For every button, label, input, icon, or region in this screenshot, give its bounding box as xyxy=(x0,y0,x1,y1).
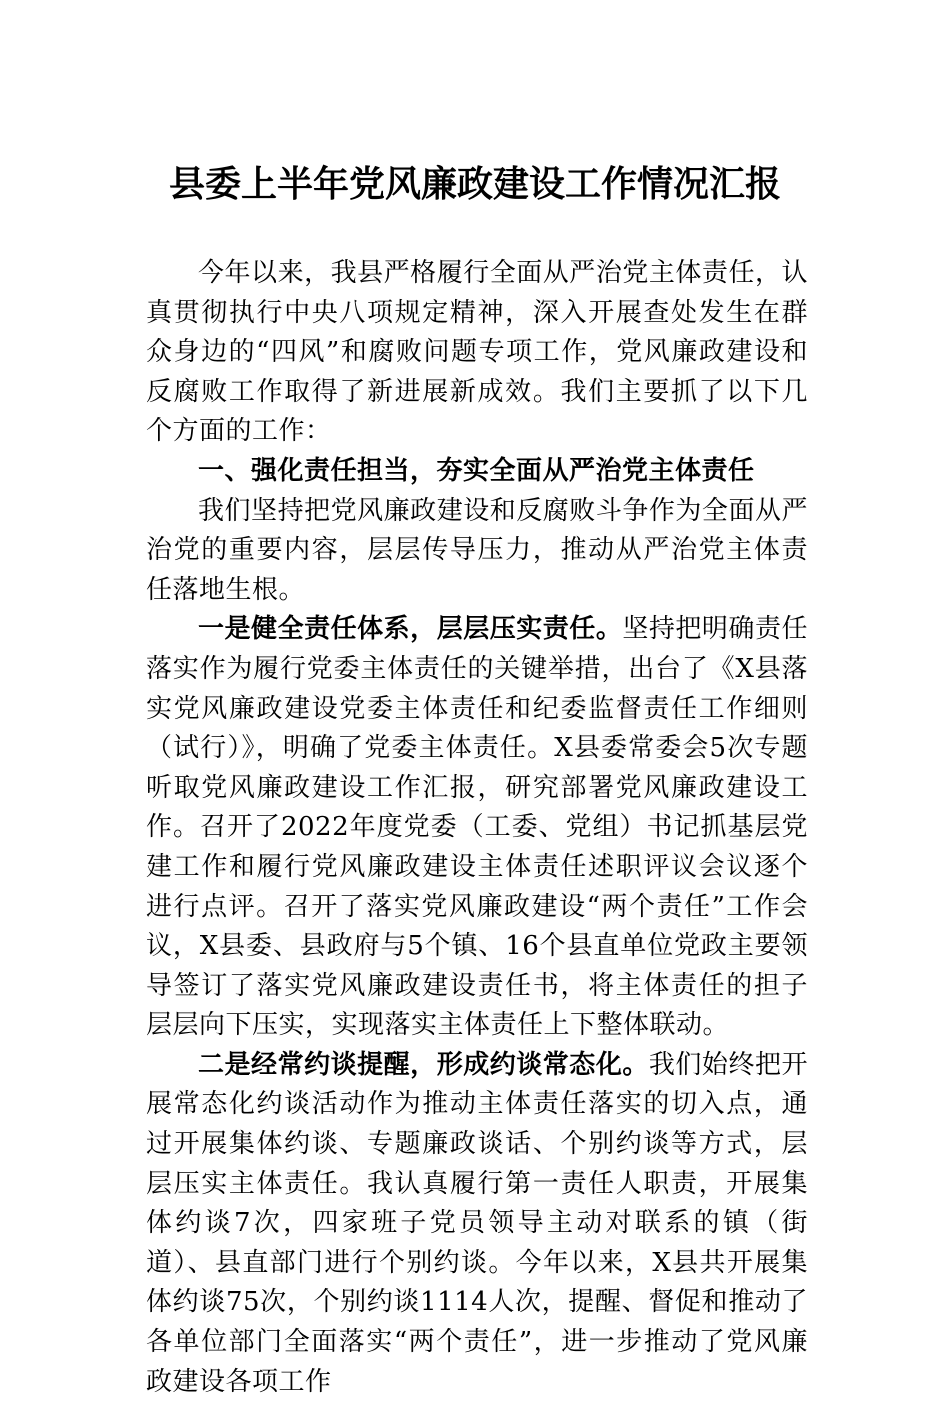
document-body xyxy=(146,254,808,1402)
section-1-intro-paragraph: 我们坚持把党风廉政建设和反腐败斗争作为全面从严治党的重要内容，层层传导压力，推动从严治党主体责任落地生根。 xyxy=(146,495,808,605)
item-2-paragraph xyxy=(146,1046,808,1402)
intro-paragraph: 今年以来，我县严格履行全面从严治党主体责任，认真贯彻执行中央八项规定精神，深入开展查处发生在群众身边的“四风”和腐败问题专项工作，党风廉政建设和反腐败工作取得了新进展新成效。我们主要抓了以下几个方面的工作： xyxy=(146,258,808,447)
item-2-text: 我们始终把开展常态化约谈活动作为推动主体责任落实的切入点，通过开展集体约谈、专题廉政谈话、个别约谈等方式，层层压实主体责任。我认真履行第一责任人职责，开展集体约谈7次，四家班子党员领导主动对联系的镇（街道）、县直部门进行个别约谈。今年以来，X县共开展集体约谈75次，个别约谈1114人次，提醒、督促和推动了各单位部门全面落实“两个责任”，进一步推动了党风廉政建设各项工作 xyxy=(146,1049,808,1397)
item-2-lead: 二是经常约谈提醒，形成约谈常态化。 xyxy=(198,1049,649,1080)
item-1-text: 坚持把明确责任落实作为履行党委主体责任的关键举措，出台了《X县落实党风廉政建设党委主体责任和纪委监督责任工作细则（试行）》，明确了党委主体责任。X县委常委会5次专题听取党风廉政建设工作汇报，研究部署党风廉政建设工作。召开了2022年度党委（工委、党组）书记抓基层党建工作和履行党风廉政建设主体责任述职评议会议逐个进行点评。召开了落实党风廉政建设“两个责任”工作会议，X县委、县政府与5个镇、16个县直单位党政主要领导签订了落实党风廉政建设责任书，将主体责任的担子层层向下压实，实现落实主体责任上下整体联动。 xyxy=(146,614,808,1041)
document-title: 县委上半年党风廉政建设工作情况汇报 xyxy=(168,163,781,205)
item-1-lead: 一是健全责任体系，层层压实责任。 xyxy=(198,614,623,645)
section-1-heading: 一、强化责任担当，夯实全面从严治党主体责任 xyxy=(198,455,755,486)
item-1-paragraph xyxy=(146,610,808,1046)
